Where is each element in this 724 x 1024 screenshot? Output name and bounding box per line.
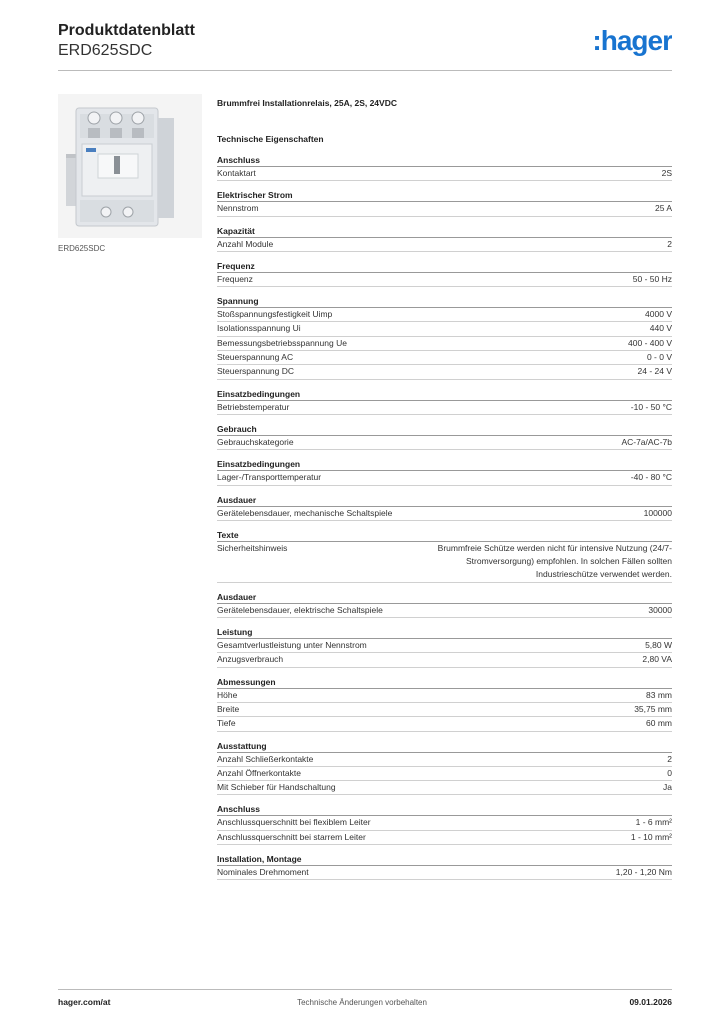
spec-value: Ja <box>663 782 672 793</box>
section-title: Technische Eigenschaften <box>217 134 324 144</box>
spec-groups <box>217 154 672 880</box>
spec-group <box>217 225 672 252</box>
spec-value: 2 <box>667 238 672 249</box>
spec-group-title: Ausstattung <box>217 740 672 753</box>
header-divider <box>58 70 672 71</box>
datasheet-content <box>217 96 672 880</box>
spec-row <box>217 703 672 717</box>
spec-group <box>217 626 672 668</box>
hager-logo <box>542 22 672 58</box>
spec-value: 24 - 24 V <box>637 366 672 377</box>
spec-group <box>217 458 672 485</box>
spec-value: 5,80 W <box>645 640 672 651</box>
spec-row <box>217 202 672 216</box>
spec-group <box>217 803 672 845</box>
spec-value: 60 mm <box>646 718 672 729</box>
spec-group-title: Elektrischer Strom <box>217 189 672 202</box>
spec-group-title: Einsatzbedingungen <box>217 458 672 471</box>
spec-value: Brummfreie Schütze werden nicht für intensive Nutzung (24/7-Stromversorgung) empfohlen. In solchen Fällen sollten Industrieschütze verwendet werden. <box>437 542 672 580</box>
spec-group-title: Ausdauer <box>217 494 672 507</box>
spec-value: 400 - 400 V <box>628 337 672 348</box>
spec-row <box>217 604 672 618</box>
spec-group <box>217 260 672 287</box>
spec-label: Gerätelebensdauer, mechanische Schaltspiele <box>217 507 393 518</box>
spec-label: Höhe <box>217 689 238 700</box>
footer-note: Technische Änderungen vorbehalten <box>297 998 427 1007</box>
spec-value: 100000 <box>643 507 672 518</box>
spec-row <box>217 831 672 845</box>
spec-group-title: Texte <box>217 529 672 542</box>
spec-row <box>217 639 672 653</box>
spec-row <box>217 866 672 880</box>
spec-value: 83 mm <box>646 689 672 700</box>
spec-value: 1 - 6 mm² <box>635 817 672 828</box>
spec-row <box>217 653 672 667</box>
product-code: ERD625SDC <box>58 42 153 59</box>
spec-label: Anzugsverbrauch <box>217 654 284 665</box>
spec-label: Anschlussquerschnitt bei flexiblem Leiter <box>217 817 371 828</box>
spec-label: Gesamtverlustleistung unter Nennstrom <box>217 640 367 651</box>
spec-row <box>217 689 672 703</box>
spec-group <box>217 154 672 181</box>
spec-value: AC-7a/AC-7b <box>621 436 672 447</box>
spec-value: 2S <box>661 168 672 178</box>
spec-group-title: Kapazität <box>217 225 672 238</box>
spec-row <box>217 507 672 521</box>
spec-label: Frequenz <box>217 273 253 284</box>
spec-row <box>217 308 672 322</box>
spec-label: Steuerspannung DC <box>217 366 295 377</box>
spec-group-title: Installation, Montage <box>217 853 672 866</box>
spec-group <box>217 423 672 450</box>
spec-group-title: Einsatzbedingungen <box>217 388 672 401</box>
spec-row <box>217 717 672 731</box>
spec-label: Stoßspannungsfestigkeit Uimp <box>217 309 333 320</box>
spec-row <box>217 401 672 415</box>
spec-value: 50 - 50 Hz <box>632 273 672 284</box>
footer-date: 09.01.2026 <box>629 997 672 1007</box>
spec-value: 0 - 0 V <box>646 352 672 363</box>
spec-label: Tiefe <box>217 718 236 729</box>
spec-label: Anschlussquerschnitt bei starrem Leiter <box>217 831 366 842</box>
spec-group <box>217 740 672 796</box>
footer-divider <box>58 989 672 990</box>
spec-group <box>217 853 672 880</box>
spec-label: Mit Schieber für Handschaltung <box>217 782 336 793</box>
spec-row <box>217 816 672 830</box>
spec-value: 35,75 mm <box>634 703 672 714</box>
spec-group <box>217 494 672 521</box>
spec-label: Sicherheitshinweis <box>217 542 288 553</box>
spec-group <box>217 529 672 583</box>
spec-group-title: Leistung <box>217 626 672 639</box>
spec-value: 1 - 10 mm² <box>630 831 672 842</box>
spec-row <box>217 542 672 583</box>
spec-row <box>217 436 672 450</box>
spec-label: Kontaktart <box>217 168 256 178</box>
spec-group-title: Abmessungen <box>217 676 672 689</box>
spec-label: Lager-/Transporttemperatur <box>217 472 322 483</box>
spec-value: 2,80 VA <box>642 654 672 665</box>
spec-group <box>217 676 672 732</box>
svg-text::hager: :hager <box>592 25 672 56</box>
product-description: Brummfrei Installationrelais, 25A, 2S, 24VDC <box>217 98 397 108</box>
footer-website: hager.com/at <box>58 997 111 1007</box>
spec-row <box>217 767 672 781</box>
spec-label: Nominales Drehmoment <box>217 867 309 878</box>
spec-row <box>217 351 672 365</box>
spec-label: Nennstrom <box>217 203 259 214</box>
spec-row <box>217 781 672 795</box>
spec-row <box>217 238 672 252</box>
spec-label: Steuerspannung AC <box>217 352 294 363</box>
spec-row <box>217 753 672 767</box>
spec-value: 4000 V <box>645 309 672 320</box>
spec-label: Betriebstemperatur <box>217 401 290 412</box>
spec-value: -40 - 80 °C <box>630 472 672 483</box>
spec-label: Gebrauchskategorie <box>217 436 294 447</box>
spec-group-title: Frequenz <box>217 260 672 273</box>
spec-group-title: Gebrauch <box>217 423 672 436</box>
image-caption: ERD625SDC <box>58 244 106 253</box>
spec-group <box>217 388 672 415</box>
page-header <box>58 20 672 68</box>
spec-group <box>217 295 672 379</box>
relay-device-icon <box>58 94 202 238</box>
spec-row <box>217 365 672 379</box>
spec-group-title: Ausdauer <box>217 591 672 604</box>
spec-row <box>217 471 672 485</box>
spec-value: 440 V <box>649 323 672 334</box>
spec-row <box>217 273 672 287</box>
spec-row <box>217 322 672 336</box>
spec-label: Anzahl Öffnerkontakte <box>217 767 301 778</box>
spec-value: 0 <box>667 767 672 778</box>
spec-label: Anzahl Schließerkontakte <box>217 753 314 764</box>
spec-group-title: Anschluss <box>217 803 672 816</box>
spec-row <box>217 167 672 181</box>
product-image <box>58 94 202 238</box>
spec-value: 25 A <box>654 203 672 214</box>
spec-value: 1,20 - 1,20 Nm <box>615 867 672 878</box>
spec-row <box>217 337 672 351</box>
spec-label: Isolationsspannung Ui <box>217 323 301 334</box>
document-title: Produktdatenblatt <box>58 22 195 39</box>
spec-group <box>217 189 672 216</box>
spec-group-title: Anschluss <box>217 154 672 167</box>
spec-group <box>217 591 672 618</box>
spec-label: Anzahl Module <box>217 238 274 249</box>
spec-label: Bemessungsbetriebsspannung Ue <box>217 337 347 348</box>
spec-label: Gerätelebensdauer, elektrische Schaltspiele <box>217 604 383 615</box>
spec-group-title: Spannung <box>217 295 672 308</box>
spec-value: -10 - 50 °C <box>630 401 672 412</box>
spec-label: Breite <box>217 703 240 714</box>
spec-value: 30000 <box>648 604 672 615</box>
spec-value: 2 <box>667 753 672 764</box>
